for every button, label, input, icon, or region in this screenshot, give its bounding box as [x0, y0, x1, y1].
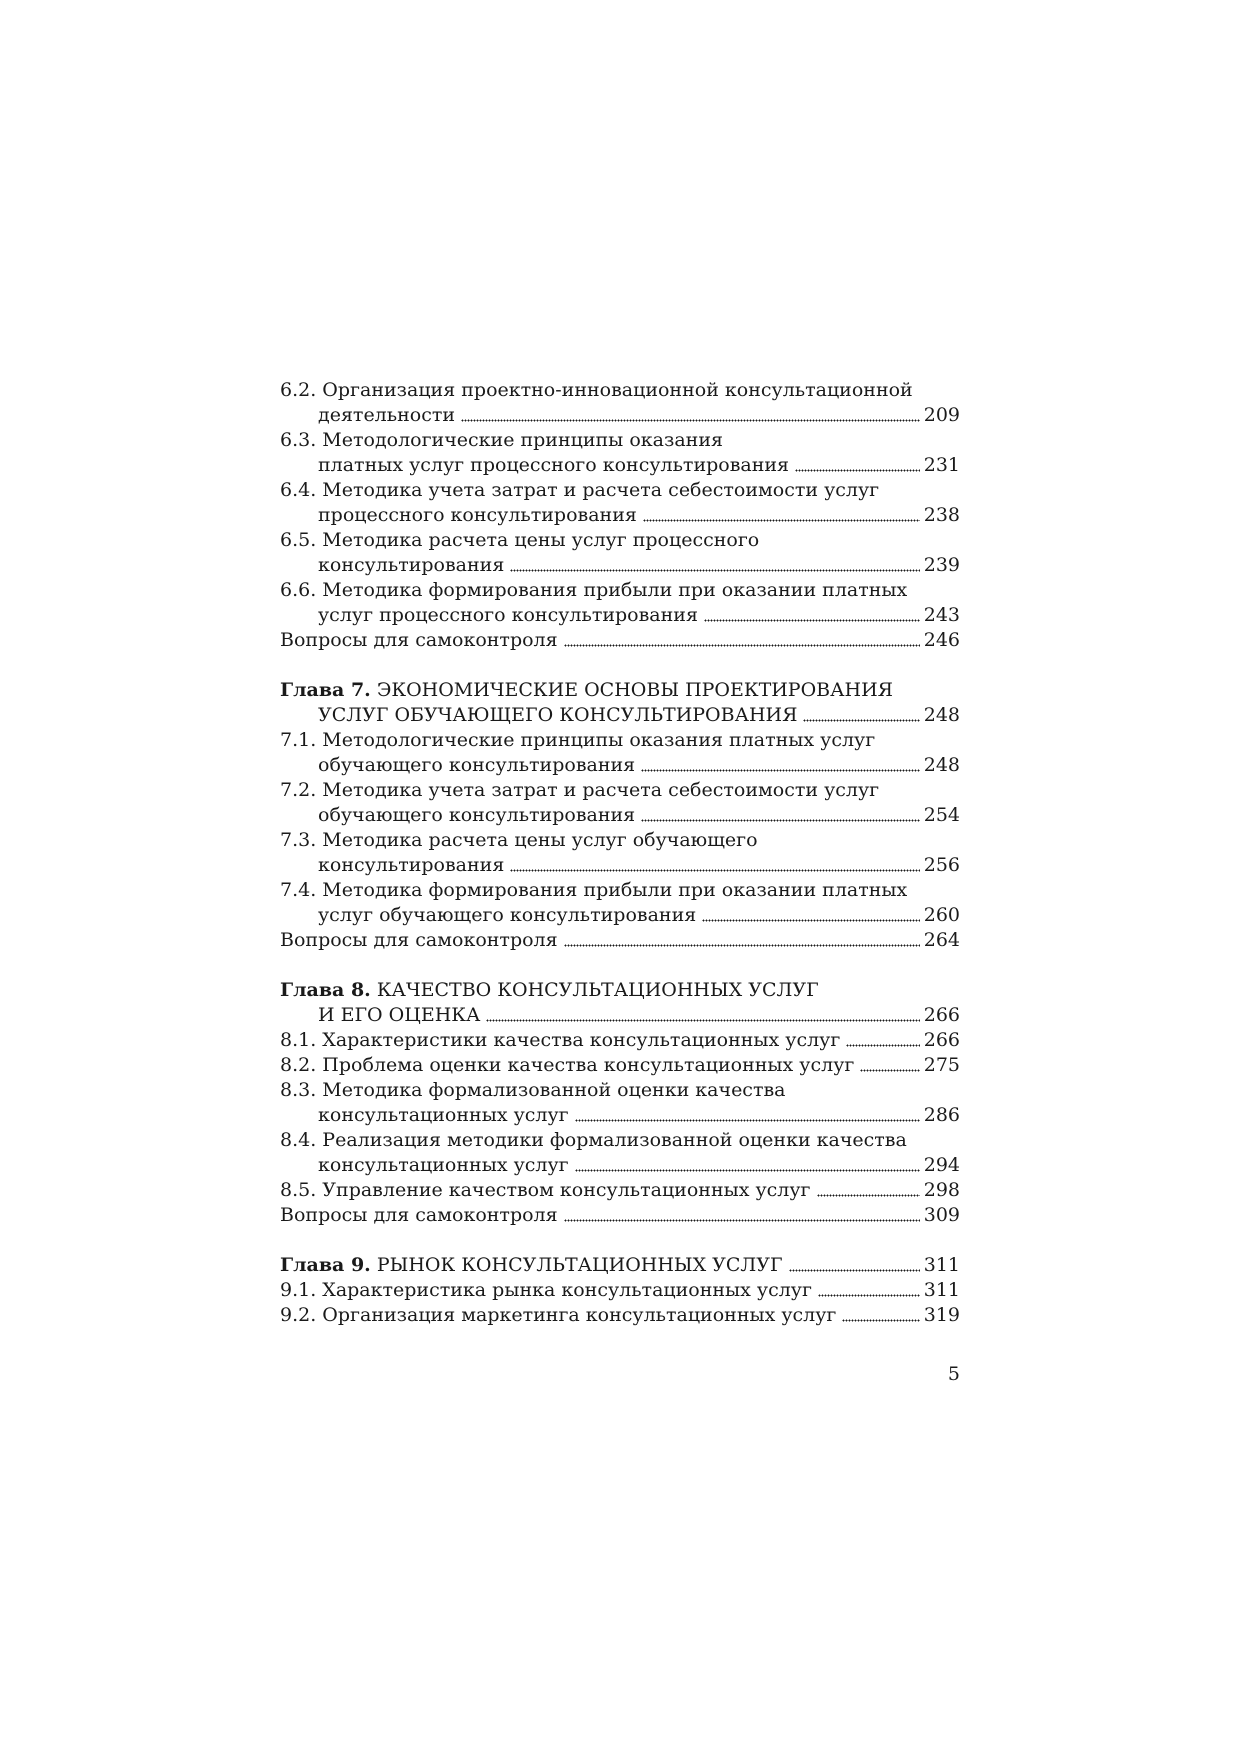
toc-entry-7-1-line2 — [280, 753, 960, 778]
toc-page-number: 311 — [923, 1279, 960, 1301]
dot-leader — [510, 868, 919, 872]
toc-page-number: 246 — [923, 629, 960, 651]
toc-entry-title: Вопросы для самоконтроля — [280, 929, 558, 951]
toc-page-number: 256 — [923, 854, 960, 876]
toc-entry-6-5-line1 — [280, 528, 960, 553]
toc-entry-title: 6.4. Методика учета затрат и расчета себестоимости услуг — [280, 479, 880, 501]
toc-entry-questions-7 — [280, 928, 960, 953]
spacer — [280, 653, 960, 678]
dot-leader — [704, 618, 920, 622]
toc-chapter-heading — [280, 1253, 783, 1278]
toc-page-number: 294 — [923, 1154, 960, 1176]
chapter-label: Глава 8. — [280, 979, 371, 1001]
toc-entry-7-4-line1 — [280, 878, 960, 903]
toc-entry-6-2-line1 — [280, 378, 960, 403]
toc-page-number: 264 — [923, 929, 960, 951]
dot-leader — [846, 1043, 919, 1047]
toc-entry-title: услуг процессного консультирования — [318, 604, 698, 626]
toc-entry-7-2-line1 — [280, 778, 960, 803]
toc-entry-6-2-line2 — [280, 403, 960, 428]
toc-entry-title: 8.3. Методика формализованной оценки качества — [280, 1079, 786, 1101]
toc-page-number: 248 — [923, 754, 960, 776]
toc-entry-title: Вопросы для самоконтроля — [280, 629, 558, 651]
toc-page-number: 319 — [923, 1304, 960, 1326]
toc-entry-7-4-line2 — [280, 903, 960, 928]
chapter-title: И ЕГО ОЦЕНКА — [318, 1004, 481, 1026]
toc-entry-title: 6.5. Методика расчета цены услуг процессного — [280, 529, 760, 551]
toc-entry-7-1-line1 — [280, 728, 960, 753]
toc-entry-title: 7.2. Методика учета затрат и расчета себестоимости услуг — [280, 779, 880, 801]
dot-leader — [860, 1068, 919, 1072]
chapter-label: Глава 9. — [280, 1254, 371, 1276]
toc-entry-6-5-line2 — [280, 553, 960, 578]
toc-chapter-9 — [280, 1253, 960, 1278]
toc-page-number: 231 — [923, 454, 960, 476]
dot-leader — [510, 568, 919, 572]
toc-entry-title: 8.4. Реализация методики формализованной оценки качества — [280, 1129, 907, 1151]
dot-leader — [842, 1318, 919, 1322]
dot-leader — [818, 1293, 920, 1297]
toc-entry-title: 7.3. Методика расчета цены услуг обучающего — [280, 829, 758, 851]
toc-entry-8-3-line1 — [280, 1078, 960, 1103]
toc-chapter-8-line1 — [280, 978, 960, 1003]
toc-entry-title: консультационных услуг — [318, 1104, 569, 1126]
toc-entry-8-1 — [280, 1028, 960, 1053]
toc-entry-9-2 — [280, 1303, 960, 1328]
dot-leader — [702, 918, 920, 922]
toc-entry-6-6-line2 — [280, 603, 960, 628]
dot-leader — [643, 518, 920, 522]
toc-entry-title: Вопросы для самоконтроля — [280, 1204, 558, 1226]
page-number: 5 — [947, 1363, 960, 1385]
dot-leader — [461, 418, 920, 422]
toc-entry-questions-8 — [280, 1203, 960, 1228]
toc-entry-title: обучающего консультирования — [318, 754, 636, 776]
toc-page-number: 243 — [923, 604, 960, 626]
chapter-title: ЭКОНОМИЧЕСКИЕ ОСНОВЫ ПРОЕКТИРОВАНИЯ — [376, 679, 894, 701]
toc-page-number: 266 — [923, 1029, 960, 1051]
dot-leader — [803, 718, 919, 722]
dot-leader — [564, 1218, 920, 1222]
chapter-title: РЫНОК КОНСУЛЬТАЦИОННЫХ УСЛУГ — [376, 1254, 783, 1276]
spacer — [280, 953, 960, 978]
toc-entry-7-3-line1 — [280, 828, 960, 853]
toc-entry-title: обучающего консультирования — [318, 804, 636, 826]
toc-page-number: 254 — [923, 804, 960, 826]
toc-entry-title: 6.2. Организация проектно-инновационной консультационной — [280, 379, 913, 401]
toc-entry-title: 6.3. Методологические принципы оказания — [280, 429, 723, 451]
toc-page-number: 286 — [923, 1104, 960, 1126]
toc-page-number: 238 — [923, 504, 960, 526]
toc-chapter-7-line1 — [280, 678, 960, 703]
toc-entry-8-2 — [280, 1053, 960, 1078]
toc-page-number: 298 — [923, 1179, 960, 1201]
toc-entry-8-5 — [280, 1178, 960, 1203]
toc-entry-8-4-line2 — [280, 1153, 960, 1178]
toc-entry-6-6-line1 — [280, 578, 960, 603]
dot-leader — [564, 943, 920, 947]
toc-entry-title: услуг обучающего консультирования — [318, 904, 697, 926]
toc-page-number: 239 — [923, 554, 960, 576]
toc-entry-9-1 — [280, 1278, 960, 1303]
toc-entry-title: процессного консультирования — [318, 504, 637, 526]
toc-entry-title: 8.1. Характеристики качества консультационных услуг — [280, 1029, 841, 1051]
toc-entry-title: 7.1. Методологические принципы оказания платных услуг — [280, 729, 876, 751]
dot-leader — [641, 818, 920, 822]
spacer — [280, 1228, 960, 1253]
dot-leader — [817, 1193, 920, 1197]
toc-entry-8-4-line1 — [280, 1128, 960, 1153]
toc-entry-title: 9.2. Организация маркетинга консультационных услуг — [280, 1304, 837, 1326]
chapter-title: КАЧЕСТВО КОНСУЛЬТАЦИОННЫХ УСЛУГ — [376, 979, 819, 1001]
toc-entry-6-3-line2 — [280, 453, 960, 478]
toc-entry-title: 6.6. Методика формирования прибыли при оказании платных — [280, 579, 908, 601]
toc-entry-title: консультирования — [318, 854, 505, 876]
toc-entry-7-2-line2 — [280, 803, 960, 828]
dot-leader — [575, 1168, 920, 1172]
toc-entry-6-4-line2 — [280, 503, 960, 528]
toc-entry-title: 9.1. Характеристика рынка консультационных услуг — [280, 1279, 812, 1301]
dot-leader — [575, 1118, 920, 1122]
toc-entry-8-3-line2 — [280, 1103, 960, 1128]
toc-page-number: 260 — [923, 904, 960, 926]
toc-chapter-heading — [280, 678, 893, 703]
toc-entry-title: деятельности — [318, 404, 456, 426]
table-of-contents — [280, 378, 960, 1328]
toc-entry-title: платных услуг процессного консультирования — [318, 454, 790, 476]
chapter-label: Глава 7. — [280, 679, 371, 701]
toc-chapter-heading — [280, 978, 819, 1003]
toc-entry-6-4-line1 — [280, 478, 960, 503]
toc-page-number: 311 — [923, 1254, 960, 1276]
toc-entry-6-3-line1 — [280, 428, 960, 453]
toc-page-number: 248 — [923, 704, 960, 726]
toc-entry-7-3-line2 — [280, 853, 960, 878]
toc-entry-title: 8.2. Проблема оценки качества консультационных услуг — [280, 1054, 855, 1076]
toc-chapter-8-line2 — [280, 1003, 960, 1028]
toc-page-number: 266 — [923, 1004, 960, 1026]
dot-leader — [795, 468, 920, 472]
toc-entry-questions-6 — [280, 628, 960, 653]
toc-entry-title: 8.5. Управление качеством консультационных услуг — [280, 1179, 811, 1201]
toc-entry-title: консультационных услуг — [318, 1154, 569, 1176]
dot-leader — [789, 1268, 920, 1272]
toc-entry-title: консультирования — [318, 554, 505, 576]
toc-page-number: 309 — [923, 1204, 960, 1226]
toc-page-number: 275 — [923, 1054, 960, 1076]
dot-leader — [641, 768, 920, 772]
toc-chapter-7-line2 — [280, 703, 960, 728]
dot-leader — [486, 1018, 919, 1022]
chapter-title: УСЛУГ ОБУЧАЮЩЕГО КОНСУЛЬТИРОВАНИЯ — [318, 704, 798, 726]
toc-entry-title: 7.4. Методика формирования прибыли при оказании платных — [280, 879, 908, 901]
dot-leader — [564, 643, 920, 647]
toc-page-number: 209 — [923, 404, 960, 426]
